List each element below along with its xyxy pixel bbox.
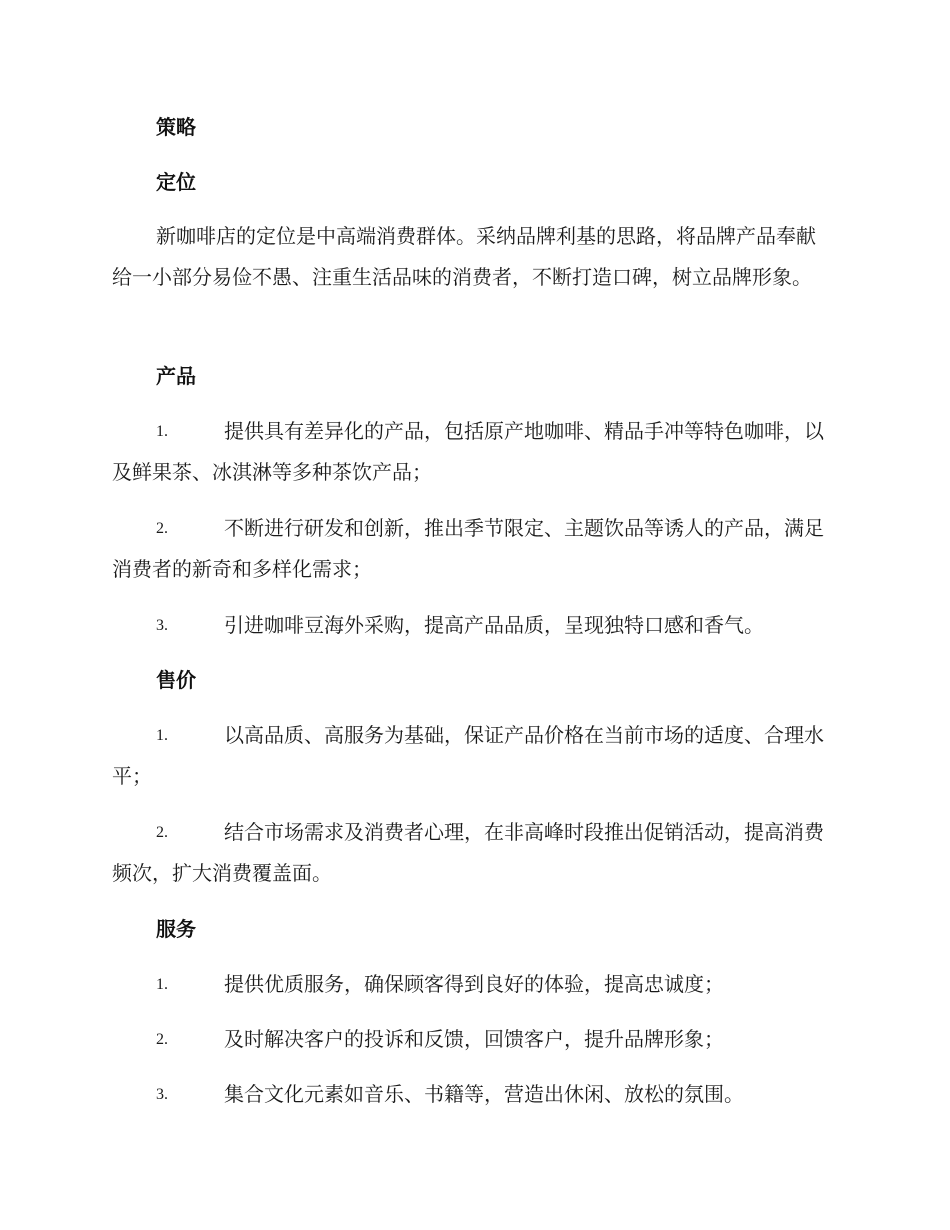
- list-item-number: 3.: [156, 1086, 168, 1103]
- list-item: [112, 1019, 832, 1060]
- list-item-number: 1.: [156, 727, 168, 744]
- list-item: [112, 812, 832, 894]
- list-item-text: 及时解决客户的投诉和反馈，回馈客户，提升品牌形象；: [224, 1027, 724, 1051]
- list-item-number: 2.: [156, 1031, 168, 1048]
- document-title: 策略: [156, 115, 196, 139]
- list-item: [112, 411, 832, 493]
- list-item: [112, 715, 832, 797]
- list-item-number: 2.: [156, 824, 168, 841]
- list-item-text: 提供具有差异化的产品，包括原产地咖啡、精品手冲等特色咖啡，以及鲜果茶、冰淇淋等多种茶饮产品；: [112, 419, 824, 484]
- list-item-text: 以高品质、高服务为基础，保证产品价格在当前市场的适度、合理水平；: [112, 723, 824, 788]
- list-item-number: 1.: [156, 976, 168, 993]
- list-item-text: 集合文化元素如音乐、书籍等，营造出休闲、放松的氛围。: [224, 1082, 744, 1106]
- list-item-text: 结合市场需求及消费者心理，在非高峰时段推出促销活动，提高消费频次，扩大消费覆盖面。: [112, 820, 824, 885]
- list-item: [112, 964, 832, 1005]
- list-item-number: 1.: [156, 423, 168, 440]
- list-item: [112, 508, 832, 590]
- list-item: [112, 605, 832, 646]
- list-item-text: 提供优质服务，确保顾客得到良好的体验，提高忠诚度；: [224, 972, 724, 996]
- list-item-number: 2.: [156, 520, 168, 537]
- list-item-text: 不断进行研发和创新，推出季节限定、主题饮品等诱人的产品，满足消费者的新奇和多样化需求；: [112, 516, 824, 581]
- list-item: [112, 1074, 832, 1115]
- section-heading-pricing: 售价: [156, 668, 196, 692]
- positioning-paragraph: 新咖啡店的定位是中高端消费群体。采纳品牌利基的思路，将品牌产品奉献给一小部分易俭不愚、注重生活品味的消费者，不断打造口碑，树立品牌形象。: [112, 224, 816, 289]
- section-heading-product: 产品: [156, 364, 196, 388]
- list-item-number: 3.: [156, 617, 168, 634]
- list-item-text: 引进咖啡豆海外采购，提高产品品质，呈现独特口感和香气。: [224, 613, 764, 637]
- section-heading-service: 服务: [156, 917, 196, 941]
- section-heading-positioning: 定位: [156, 170, 196, 194]
